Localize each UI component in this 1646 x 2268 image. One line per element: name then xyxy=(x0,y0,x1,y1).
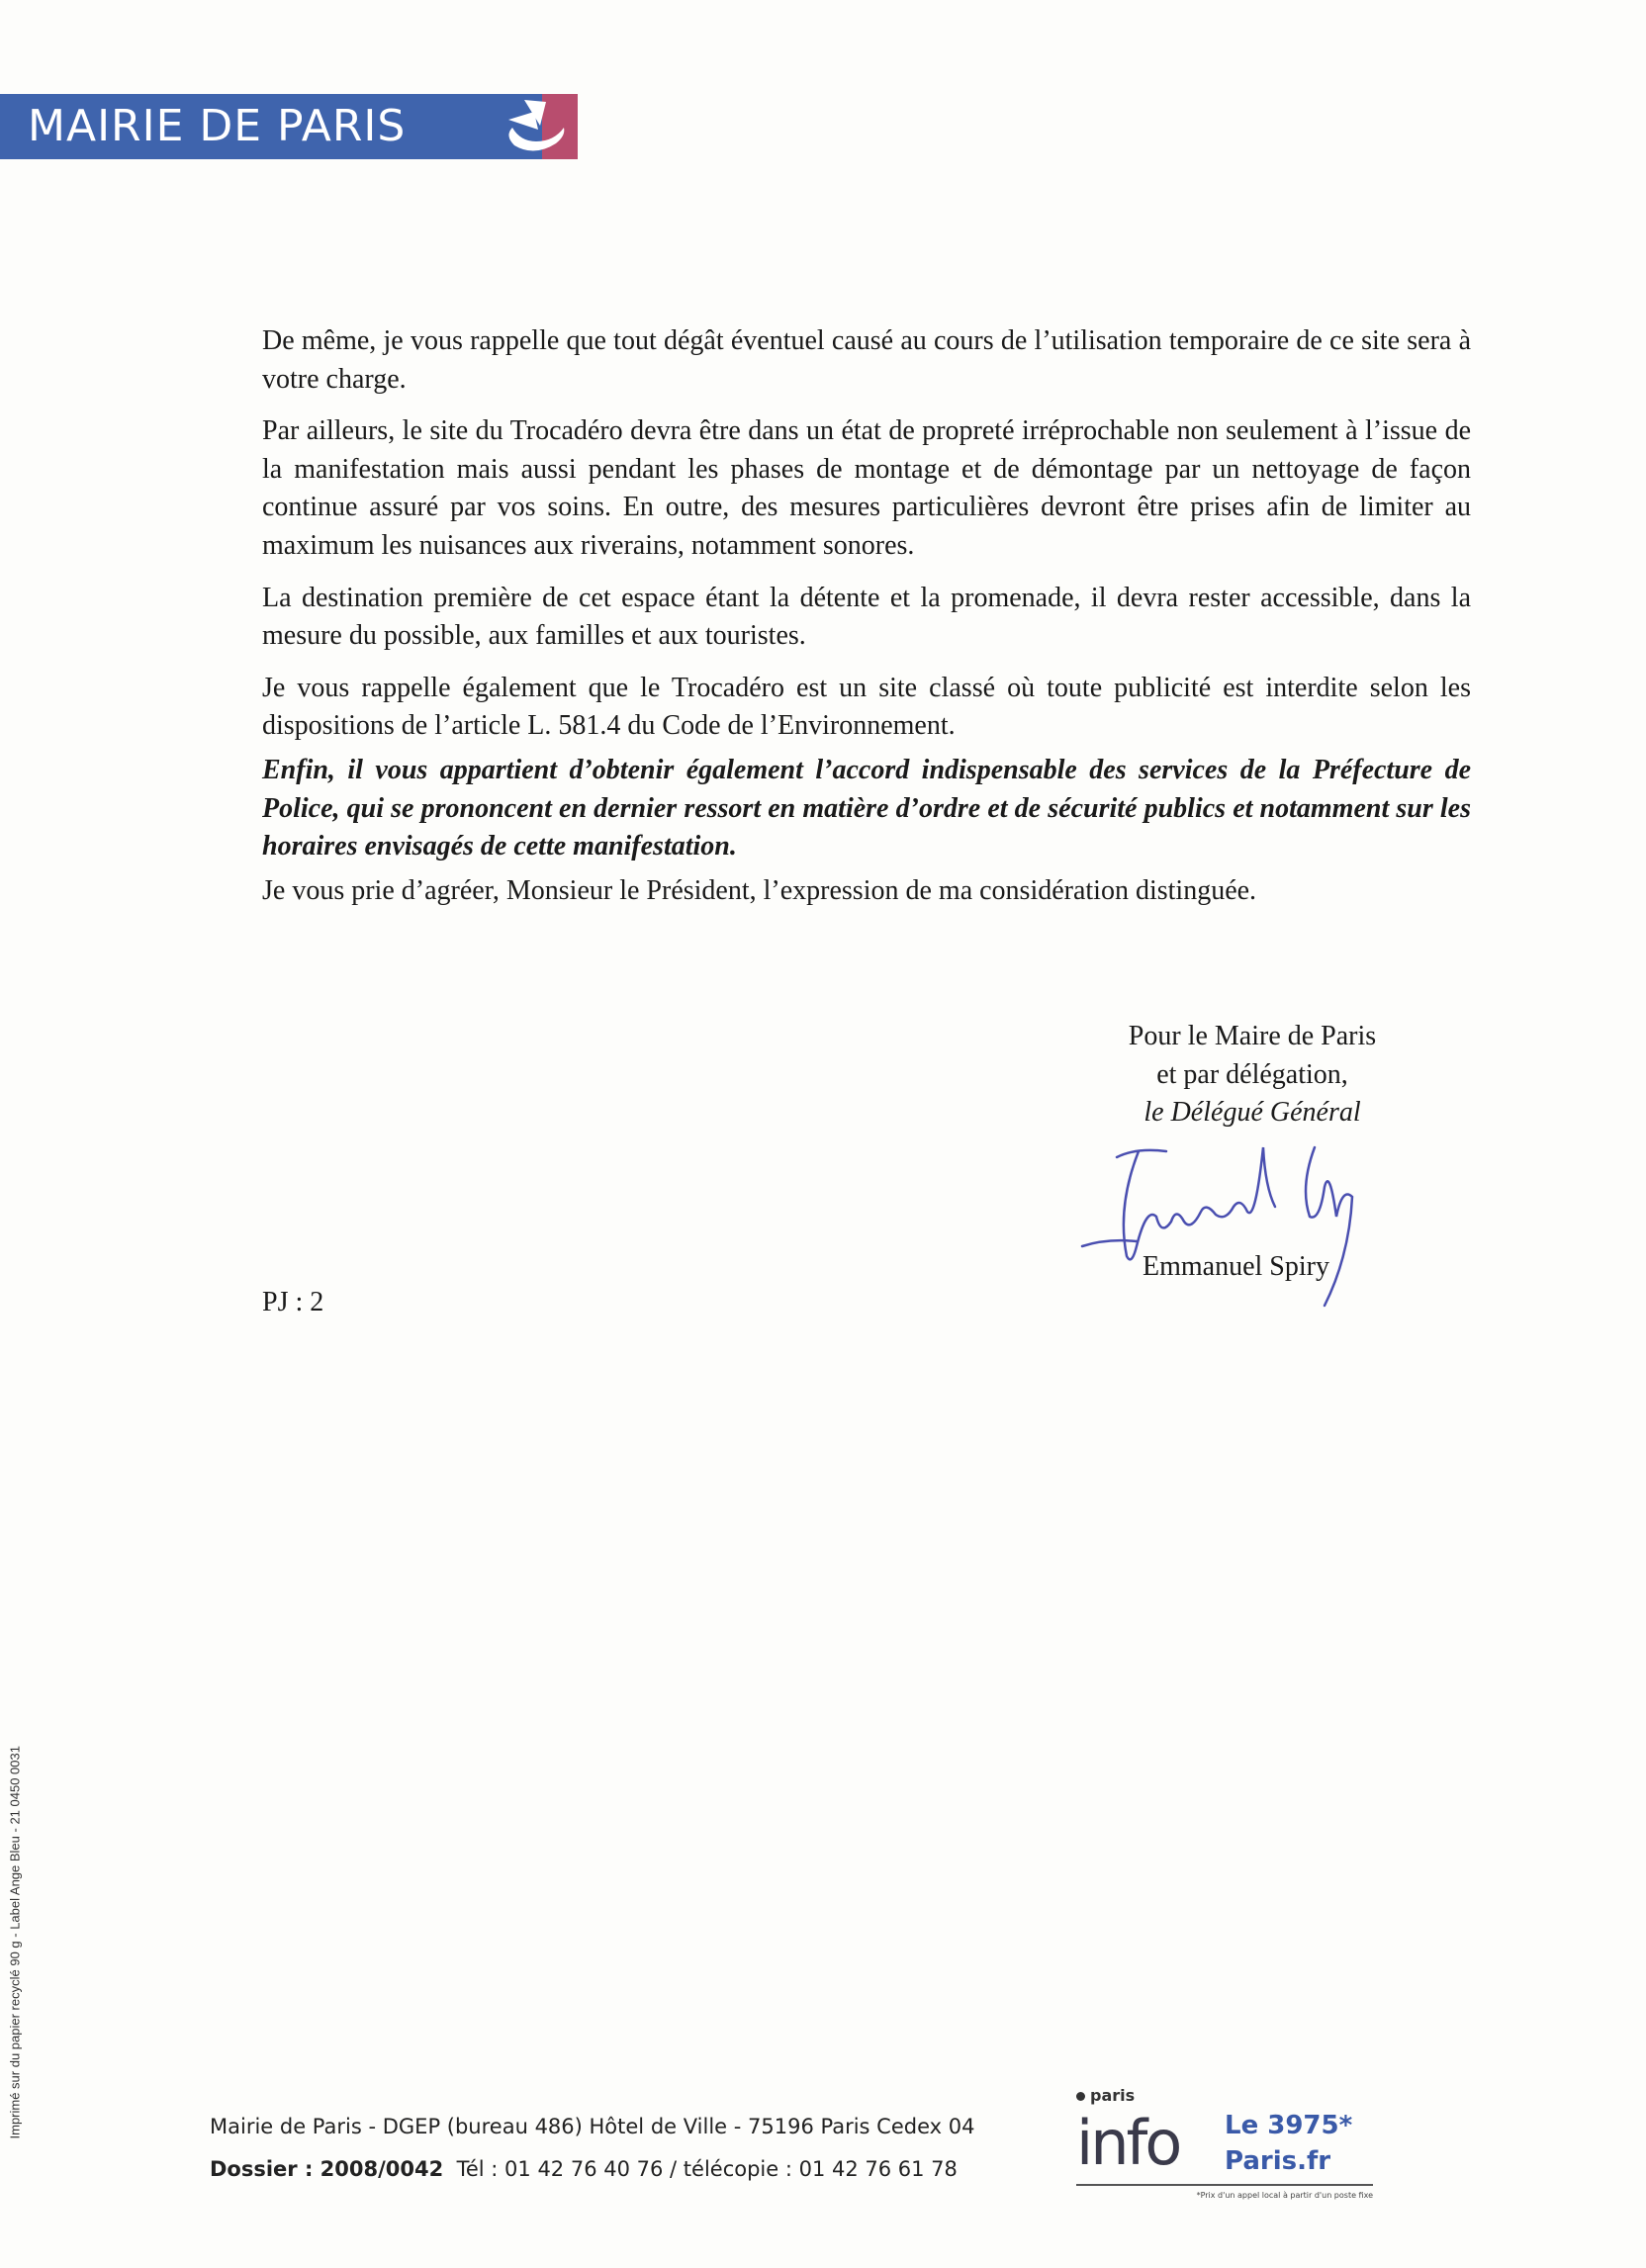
logo-phone-text: Le 3975* xyxy=(1225,2111,1353,2140)
ship-emblem-icon xyxy=(495,96,574,157)
logo-rule xyxy=(1076,2184,1373,2186)
dossier-number: Dossier : 2008/0042 xyxy=(210,2157,444,2181)
paragraph-police: Enfin, il vous appartient d’obtenir également l’accord indispensable des services de la Préfecture de Police, qui se prononcent en dernier ressort en matière d’ordre et de sécurité publics et notamment sur les horaires envisagés de cette manifestation. xyxy=(262,754,1471,862)
signature-block xyxy=(1054,1018,1450,1133)
signature-line-1: Pour le Maire de Paris xyxy=(1128,1021,1377,1051)
signatory-name: Emmanuel Spiry xyxy=(1143,1251,1329,1282)
logo-note: *Prix d'un appel local à partir d'un poste fixe xyxy=(1196,2191,1373,2200)
paragraph-closing: Je vous prie d’agréer, Monsieur le Président, l’expression de ma considération distinguée. xyxy=(262,874,1257,906)
logo-small-text: paris xyxy=(1090,2086,1136,2105)
paragraph-destination: La destination première de cet espace étant la détente et la promenade, il devra rester accessible, dans la mesure du possible, aux familles et aux touristes. xyxy=(262,582,1471,652)
recycled-paper-note: Imprimé sur du papier recyclé 90 g - Label Ange Bleu - 21 0450 0031 xyxy=(7,1746,23,2139)
paragraph-damage: De même, je vous rappelle que tout dégât éventuel causé au cours de l’utilisation temporaire de ce site sera à votre charge. xyxy=(262,325,1471,395)
mairie-de-paris-logo xyxy=(0,94,578,159)
paragraph-cleanliness: Par ailleurs, le site du Trocadéro devra être dans un état de propreté irréprochable non seulement à l’issue de la manifestation mais aussi pendant les phases de montage et de démontage par un nettoyage de façon continue assuré par vos soins. En outre, des mesures particulières devront être prises afin de limiter au maximum les nuisances aux riverains, notamment sonores. xyxy=(262,415,1471,561)
footer-contact xyxy=(210,2156,958,2182)
logo-big-text: info xyxy=(1076,2107,1180,2179)
signature-line-2: et par délégation, xyxy=(1156,1058,1348,1090)
logo-dot-icon xyxy=(1076,2092,1085,2101)
attachments-count: PJ : 2 xyxy=(262,1287,324,1317)
paragraph-advertising: Je vous rappelle également que le Trocadéro est un site classé où toute publicité est interdite selon les dispositions de l’article L. 581.4 du Code de l’Environnement. xyxy=(262,672,1471,742)
handwritten-signature xyxy=(1077,1128,1394,1315)
phone-numbers: Tél : 01 42 76 40 76 / télécopie : 01 42 76 61 78 xyxy=(456,2157,958,2181)
paris-info-logo xyxy=(1076,2085,1373,2208)
footer-address: Mairie de Paris - DGEP (bureau 486) Hôtel de Ville - 75196 Paris Cedex 04 xyxy=(210,2115,975,2138)
logo-site-text: Paris.fr xyxy=(1225,2146,1331,2176)
letter-body xyxy=(262,322,1471,924)
logo-text: MAIRIE DE PARIS xyxy=(28,101,407,151)
signature-title: le Délégué Général xyxy=(1143,1097,1361,1129)
